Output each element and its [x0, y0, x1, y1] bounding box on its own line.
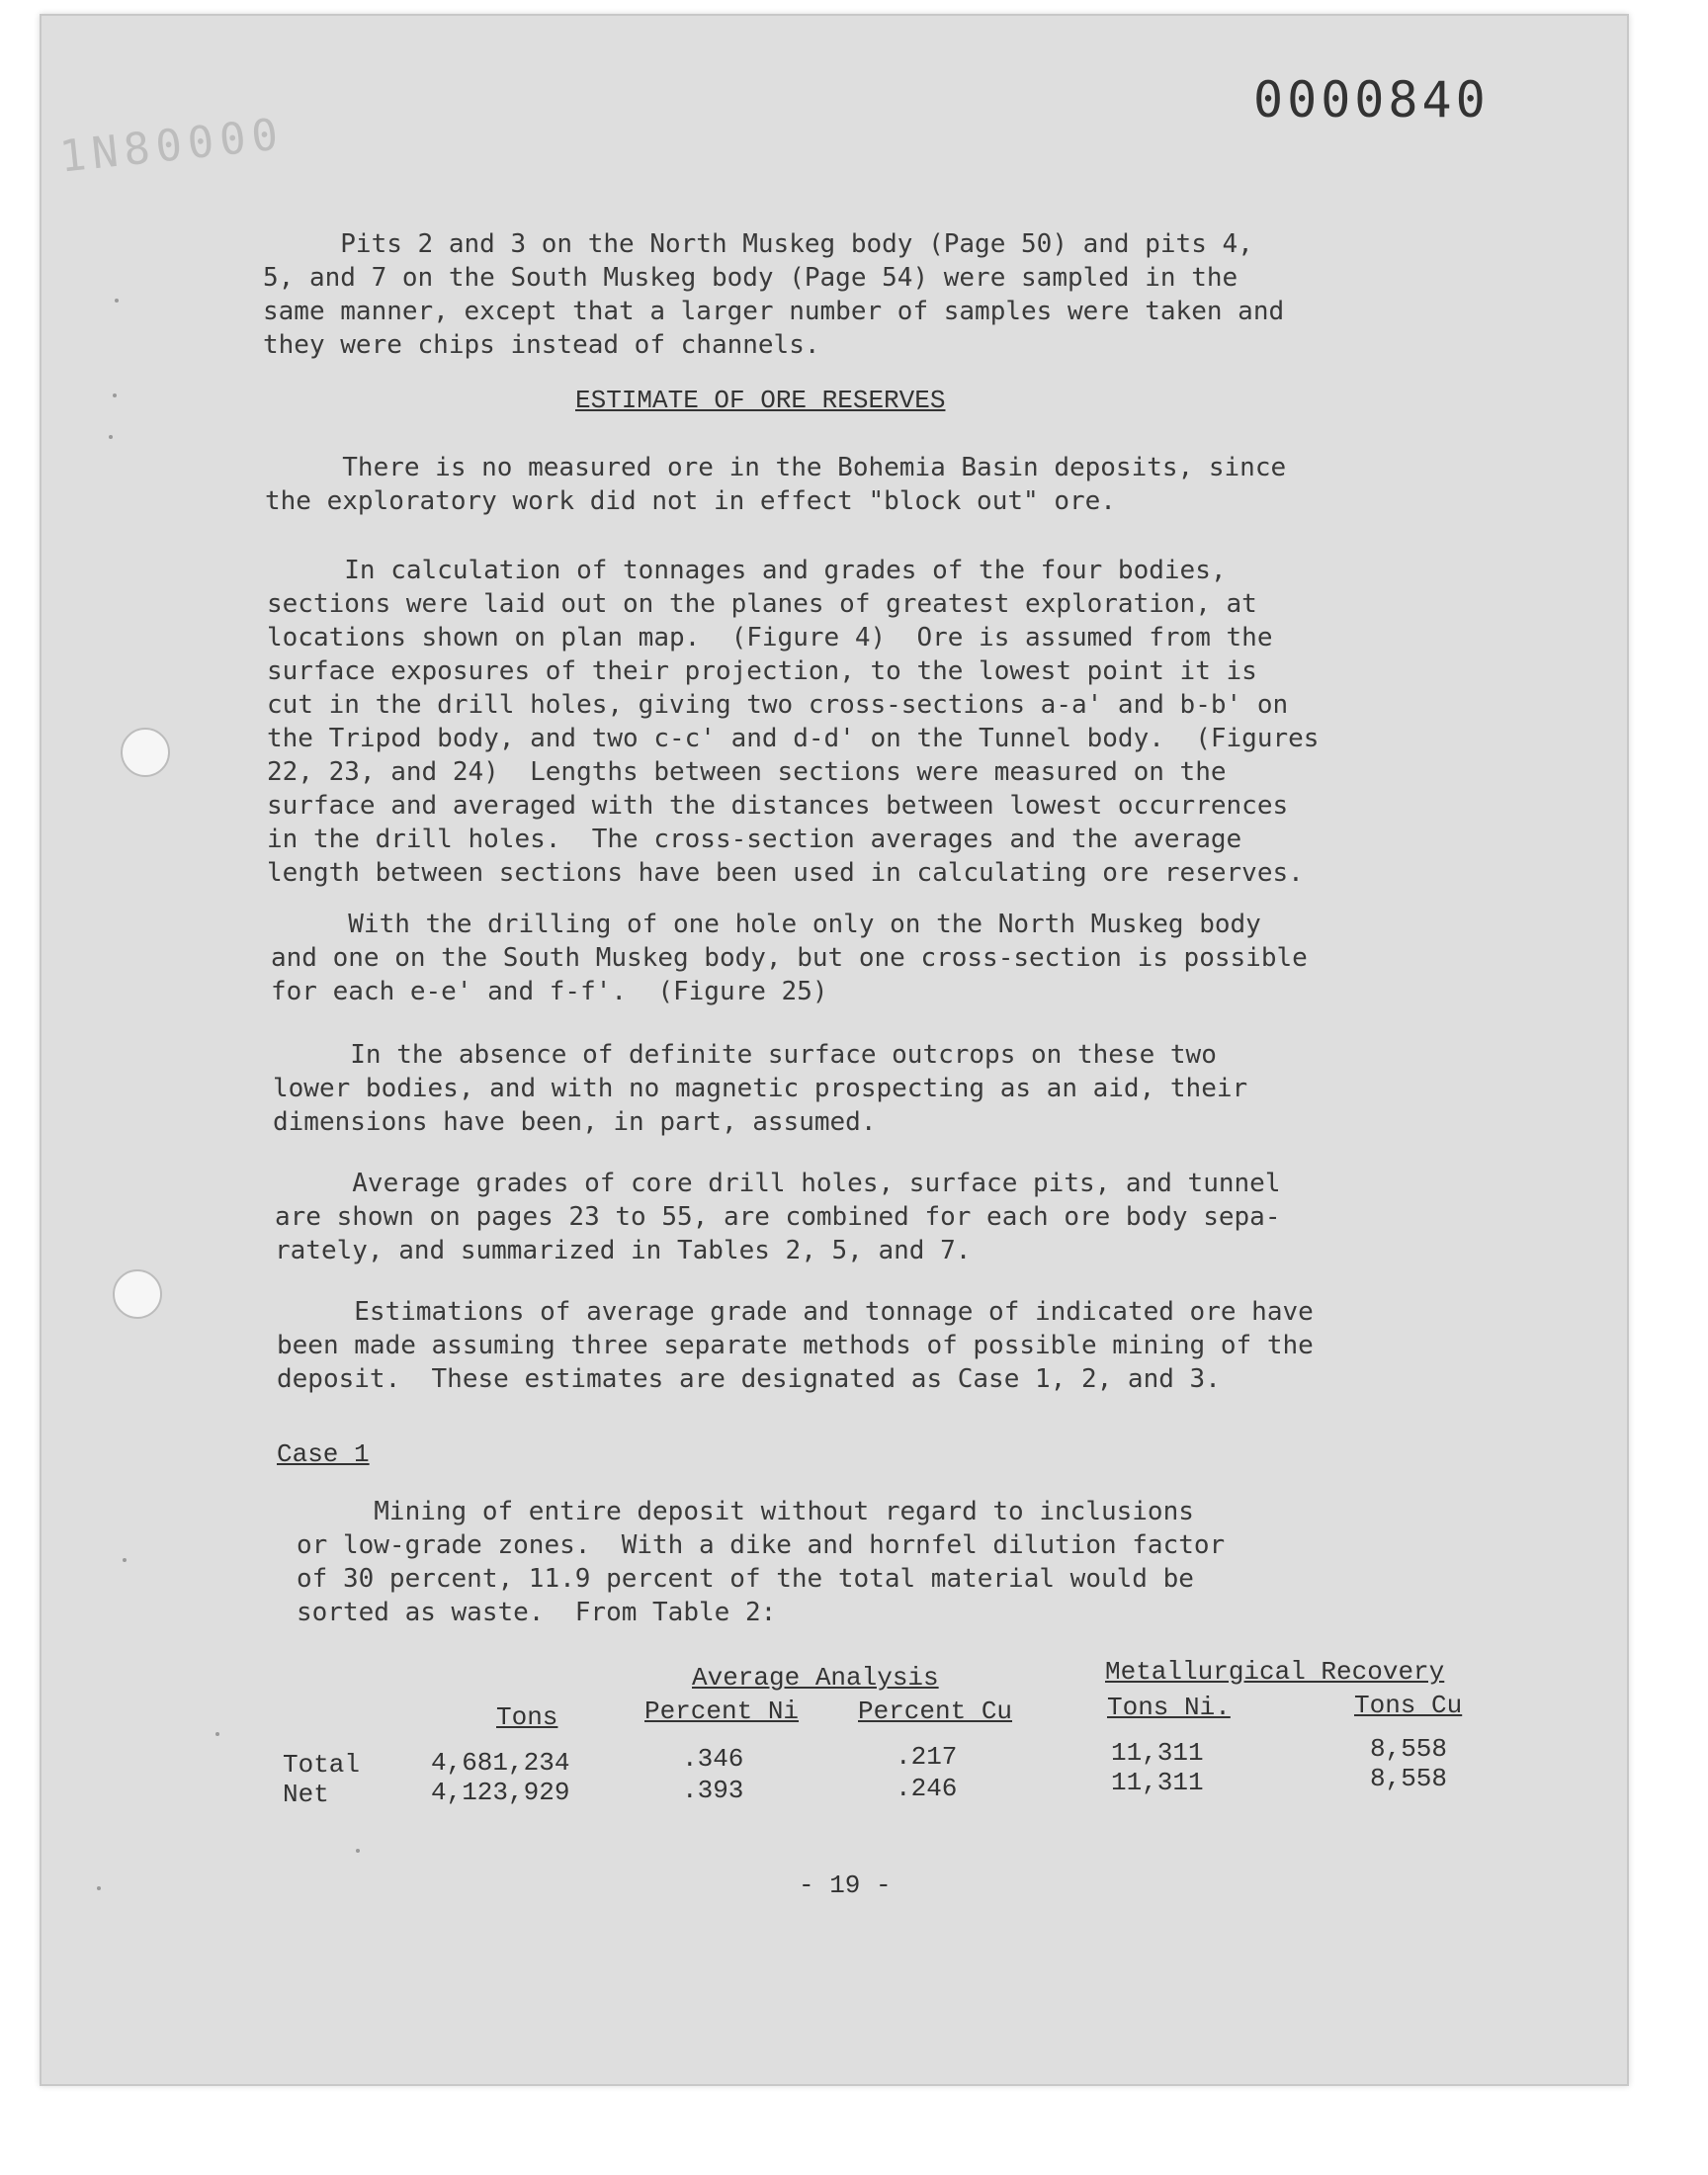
cell-tons-ni: 11,311	[1111, 1738, 1204, 1768]
cell-tons-cu: 8,558	[1370, 1764, 1448, 1793]
speck	[115, 299, 119, 303]
speck	[97, 1886, 101, 1890]
speck	[215, 1732, 219, 1736]
cell-percent-ni: .346	[682, 1744, 744, 1774]
cell-tons-ni: 11,311	[1111, 1768, 1204, 1797]
group-header-metallurgical-recovery: Metallurgical Recovery	[1105, 1657, 1445, 1687]
section-heading: ESTIMATE OF ORE RESERVES	[575, 386, 946, 415]
paragraph-no-measured-ore: There is no measured ore in the Bohemia Basin deposits, since the exploratory work did not in effect "block out" ore.	[265, 453, 1287, 516]
column-header-percent-cu: Percent Cu	[858, 1696, 1013, 1726]
case-1-label: Case 1	[277, 1439, 370, 1469]
column-header-tons: Tons	[496, 1702, 558, 1732]
cell-tons: 4,681,234	[431, 1748, 570, 1778]
column-header-percent-ni: Percent Ni	[644, 1696, 800, 1726]
punch-hole-bottom	[113, 1269, 162, 1319]
paragraph-calculation-method: In calculation of tonnages and grades of the four bodies, sections were laid out on the planes of greatest exploration, at locations shown on plan map. (Figure 4) Ore is assumed from the surface exposures of their projection, to the lowest point it is cut in the drill holes, giving two cross-sections a-a' and b-b' on the Tripod body, and two c-c' and d-d' on the Tunnel body. (Figures 22, 23, and 24) Lengths between sections were measured on the surface and averaged with the distances between lowest occurrences in the drill holes. The cross-section averages and the average length between sections have been used in calculating ore reserves.	[267, 556, 1320, 888]
punch-hole-top	[121, 728, 170, 777]
cell-percent-cu: .217	[896, 1742, 958, 1772]
paragraph-case-1: Mining of entire deposit without regard to inclusions or low-grade zones. With a dike and hornfel dilution factor of 30 percent, 11.9 percent of the total material would be sorted as waste. From Table 2:	[297, 1497, 1226, 1627]
speck	[109, 435, 113, 439]
paragraph-absence-of-outcrops: In the absence of definite surface outcrops on these two lower bodies, and with no magnetic prospecting as an aid, their dimensions have been, in part, assumed.	[273, 1040, 1248, 1137]
speck	[113, 393, 117, 397]
cell-percent-cu: .246	[896, 1774, 958, 1803]
page-number: - 19 -	[799, 1870, 892, 1900]
cell-tons: 4,123,929	[431, 1778, 570, 1807]
column-header-tons-cu: Tons Cu	[1354, 1691, 1463, 1720]
speck	[356, 1849, 360, 1853]
paragraph-estimations: Estimations of average grade and tonnage of indicated ore have been made assuming three separate methods of possible mining of the deposit. These estimates are designated as Case 1, 2, and 3.	[277, 1297, 1314, 1394]
paragraph-average-grades: Average grades of core drill holes, surface pits, and tunnel are shown on pages 23 to 55, are combined for each ore body sepa- rately, and summarized in Tables 2, 5, and 7.	[275, 1169, 1281, 1265]
column-header-tons-ni: Tons Ni.	[1107, 1693, 1231, 1722]
cell-percent-ni: .393	[682, 1776, 744, 1805]
document-number: 0000840	[1253, 71, 1490, 129]
row-label: Total	[283, 1750, 361, 1780]
group-header-average-analysis: Average Analysis	[692, 1663, 939, 1693]
faint-stamp-number: 1N80000	[56, 109, 287, 183]
paragraph-drilling: With the drilling of one hole only on the North Muskeg body and one on the South Muskeg body, but one cross-section is possible for each e-e' and f-f'. (Figure 25)	[271, 910, 1308, 1006]
paragraph-pits-sampling: Pits 2 and 3 on the North Muskeg body (Page 50) and pits 4, 5, and 7 on the South Muskeg body (Page 54) were sampled in the same manner, except that a larger number of samples were taken and they were chips instead of channels.	[263, 229, 1285, 360]
speck	[123, 1558, 127, 1562]
cell-tons-cu: 8,558	[1370, 1734, 1448, 1764]
row-label: Net	[283, 1780, 329, 1809]
